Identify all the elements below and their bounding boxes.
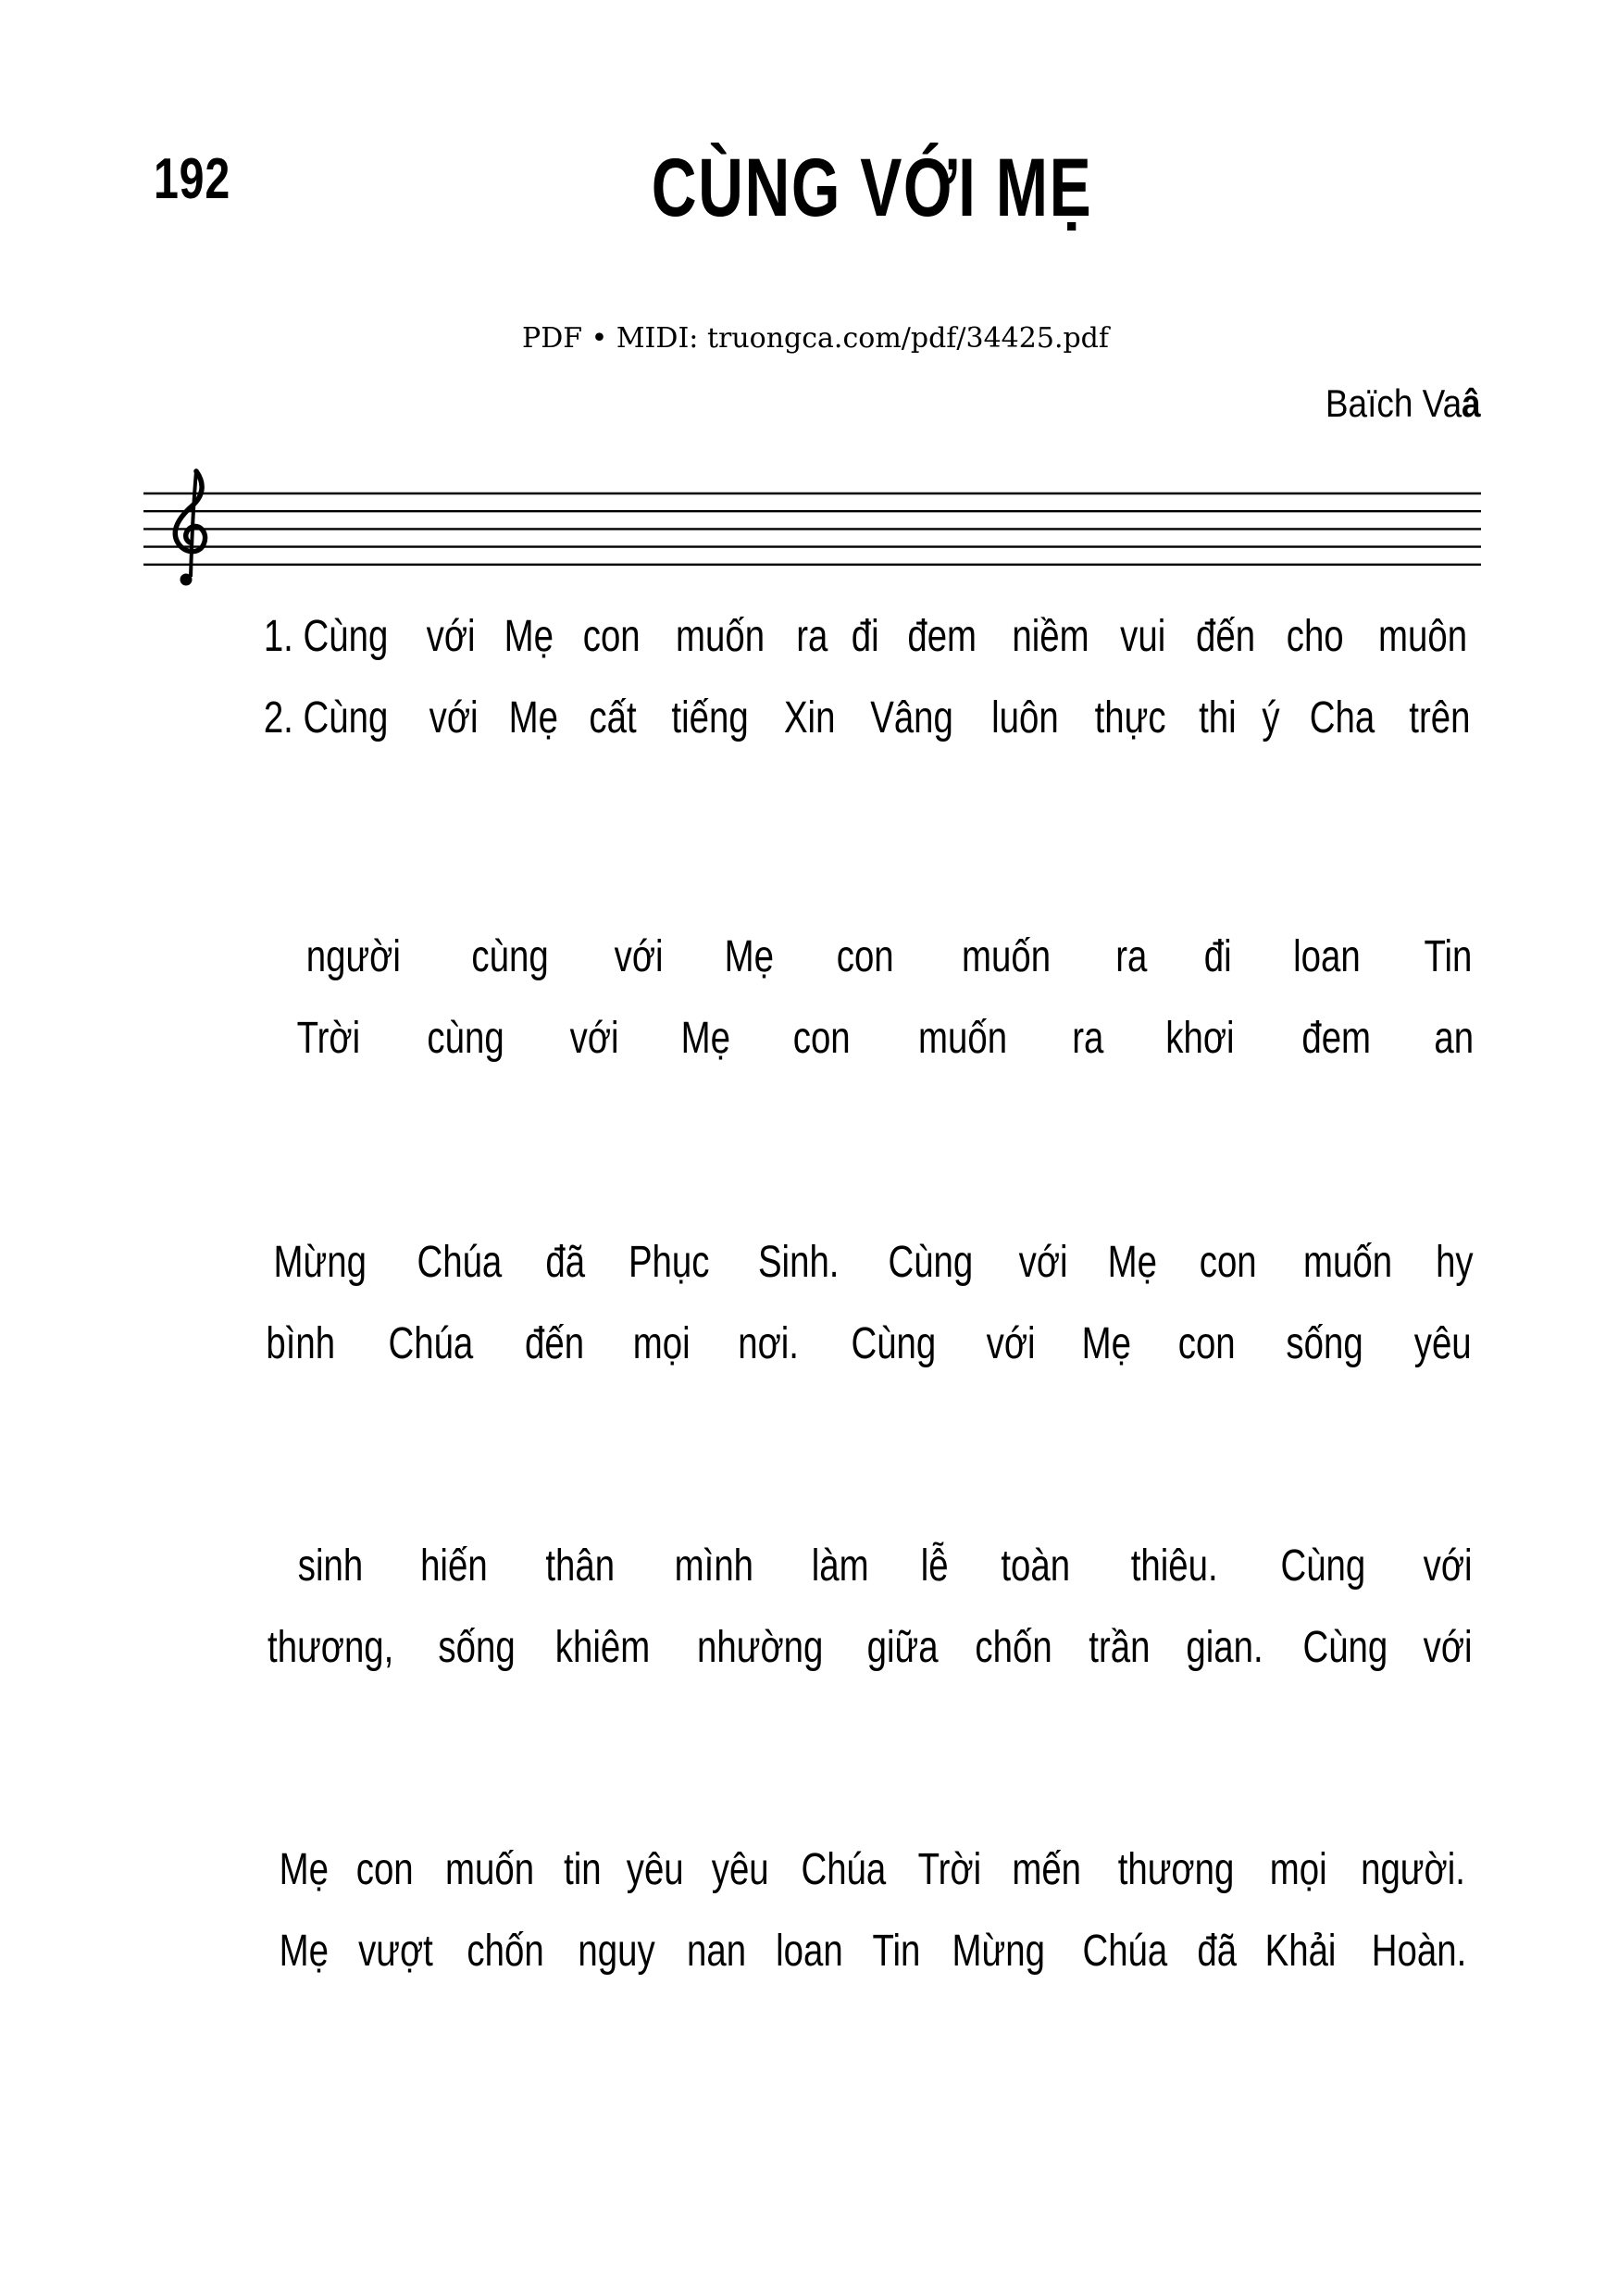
- lyric-word: gian.: [1186, 1623, 1263, 1672]
- lyric-word: Cha: [1309, 693, 1375, 742]
- page-title: CÙNG VỚI MẸ: [651, 141, 1093, 233]
- lyric-word: sinh: [297, 1541, 364, 1591]
- lyric-word: thân: [545, 1541, 616, 1591]
- staff-system-1: [143, 471, 1481, 586]
- lyric-word: Mẹ: [724, 932, 775, 981]
- lyric-word: an: [1433, 1014, 1474, 1063]
- lyric-word: hiến: [420, 1541, 489, 1591]
- lyric-word: con: [837, 932, 895, 981]
- lyric-word: Khải: [1264, 1927, 1337, 1976]
- lyric-word: ra: [795, 612, 828, 661]
- lyric-word: luôn: [991, 693, 1059, 742]
- lyric-word: cất: [589, 693, 638, 742]
- lyric-word: muốn: [918, 1014, 1008, 1063]
- lyric-word: yêu: [626, 1845, 684, 1894]
- lyric-word: hy: [1436, 1238, 1474, 1287]
- lyric-word: bình: [266, 1319, 336, 1368]
- lyric-word: cùng: [471, 932, 549, 981]
- lyric-word: thực: [1094, 693, 1166, 742]
- lyric-word: muốn: [962, 932, 1052, 981]
- lyric-word: yêu: [1413, 1319, 1472, 1368]
- lyric-word: Chúa: [417, 1238, 503, 1287]
- lyric-word: Mừng: [952, 1927, 1046, 1976]
- lyric-word: nhường: [696, 1623, 824, 1672]
- lyric-word: tin: [563, 1845, 602, 1894]
- lyric-word: thi: [1199, 693, 1237, 742]
- lyric-word: sống: [1286, 1319, 1363, 1368]
- lyric-word: cho: [1286, 612, 1344, 661]
- lyric-word: loan: [1292, 932, 1361, 981]
- lyric-word: con: [1199, 1238, 1257, 1287]
- lyric-word: 1. Cùng: [263, 612, 389, 661]
- lyric-word: Xin: [783, 693, 836, 742]
- lyric-word: với: [569, 1014, 619, 1063]
- lyric-word: yêu: [712, 1845, 770, 1894]
- author-name: Baïch Va: [1326, 381, 1462, 425]
- lyric-word: người.: [1361, 1845, 1465, 1894]
- lyrics-line-6: [257, 1316, 1478, 1372]
- lyric-word: nơi.: [738, 1319, 800, 1368]
- lyric-word: nguy: [578, 1927, 655, 1976]
- lyric-word: trần: [1089, 1623, 1151, 1672]
- lyric-word: khiêm: [555, 1623, 651, 1672]
- lyric-word: Chúa: [1082, 1927, 1167, 1976]
- lyric-word: Phục: [629, 1238, 710, 1287]
- lyric-word: Mẹ: [279, 1927, 330, 1976]
- lyric-word: tiếng: [671, 693, 749, 742]
- lyric-word: vui: [1120, 612, 1166, 661]
- clef-ball: [180, 574, 193, 586]
- lyric-word: với: [1423, 1623, 1473, 1672]
- lyric-word: muốn: [444, 1845, 534, 1894]
- lyric-word: muốn: [1302, 1238, 1392, 1287]
- page-number: 192: [154, 147, 231, 211]
- lyric-word: chốn: [467, 1927, 544, 1976]
- lyric-word: Chúa: [801, 1845, 886, 1894]
- lyric-word: Trời: [917, 1845, 982, 1894]
- lyric-word: với: [426, 612, 476, 661]
- lyric-word: sống: [438, 1623, 516, 1672]
- lyric-word: với: [429, 693, 479, 742]
- lyric-word: Cùng: [1280, 1541, 1366, 1591]
- lyric-word: lễ: [920, 1541, 949, 1591]
- lyric-word: con: [1177, 1319, 1236, 1368]
- lyric-word: Mẹ: [680, 1014, 730, 1063]
- lyric-word: Tin: [1424, 932, 1473, 981]
- lyric-word: đi: [851, 612, 879, 661]
- lyric-word: thiêu.: [1130, 1541, 1218, 1591]
- lyric-word: nan: [686, 1927, 746, 1976]
- lyric-word: ý: [1262, 693, 1280, 742]
- lyric-word: đến: [1195, 612, 1255, 661]
- lyric-word: trên: [1409, 693, 1471, 742]
- lyric-word: toàn: [1001, 1541, 1071, 1591]
- lyric-word: con: [355, 1845, 414, 1894]
- lyric-word: đã: [545, 1238, 586, 1287]
- lyric-word: với: [1018, 1238, 1068, 1287]
- lyric-word: Mừng: [273, 1238, 367, 1287]
- lyric-word: Cùng: [851, 1319, 937, 1368]
- lyric-word: đi: [1203, 932, 1232, 981]
- lyric-word: Tin: [872, 1927, 921, 1976]
- lyric-word: đã: [1197, 1927, 1238, 1976]
- lyric-word: mình: [674, 1541, 754, 1591]
- lyric-word: mến: [1012, 1845, 1081, 1894]
- lyric-word: Mẹ: [508, 693, 559, 742]
- lyric-word: muốn: [675, 612, 765, 661]
- lyric-word: mọi: [632, 1319, 691, 1368]
- lyric-word: đến: [525, 1319, 585, 1368]
- lyric-word: chốn: [975, 1623, 1053, 1672]
- author-name-suffix: â: [1462, 381, 1481, 425]
- lyric-word: Hoàn.: [1371, 1927, 1467, 1976]
- lyric-word: đem: [907, 612, 977, 661]
- lyrics-line-7: [290, 1539, 1478, 1594]
- lyrics-line-9: [273, 1842, 1478, 1898]
- lyrics-line-10: [273, 1924, 1478, 1979]
- lyric-word: Trời: [296, 1014, 361, 1063]
- lyric-word: đem: [1301, 1014, 1371, 1063]
- lyric-word: ra: [1115, 932, 1148, 981]
- lyric-word: ra: [1072, 1014, 1104, 1063]
- lyric-word: niềm: [1011, 612, 1089, 661]
- lyric-word: con: [792, 1014, 851, 1063]
- lyric-word: con: [583, 612, 641, 661]
- lyrics-line-2: [248, 691, 1478, 746]
- lyric-word: thương,: [268, 1623, 394, 1672]
- lyric-word: muôn: [1377, 612, 1467, 661]
- lyric-word: Mẹ: [1108, 1238, 1158, 1287]
- lyric-word: với: [986, 1319, 1036, 1368]
- lyric-word: người: [305, 932, 401, 981]
- lyric-word: vượt: [358, 1927, 434, 1976]
- lyric-word: Cùng: [888, 1238, 974, 1287]
- lyrics-line-1: [248, 609, 1478, 665]
- lyric-word: cùng: [427, 1014, 504, 1063]
- lyric-word: Mẹ: [1081, 1319, 1131, 1368]
- lyric-word: Mẹ: [279, 1845, 330, 1894]
- lyric-word: giữa: [866, 1623, 939, 1672]
- lyric-word: khơi: [1165, 1014, 1235, 1063]
- lyric-word: Cùng: [1302, 1623, 1388, 1672]
- lyric-word: Mẹ: [504, 612, 554, 661]
- lyrics-line-3: [294, 930, 1478, 985]
- lyric-word: với: [614, 932, 664, 981]
- lyrics-line-5: [262, 1235, 1478, 1291]
- lyric-word: Chúa: [388, 1319, 474, 1368]
- lyric-word: Vâng: [870, 693, 954, 742]
- pdf-midi-link: PDF • MIDI: truongca.com/pdf/34425.pdf: [522, 322, 1109, 355]
- lyric-word: làm: [811, 1541, 869, 1591]
- lyrics-line-8: [252, 1620, 1478, 1676]
- lyric-word: với: [1423, 1541, 1473, 1591]
- lyric-word: Sinh.: [758, 1238, 840, 1287]
- lyric-word: thương: [1117, 1845, 1235, 1894]
- lyric-word: 2. Cùng: [263, 693, 389, 742]
- lyric-word: loan: [776, 1927, 844, 1976]
- lyrics-line-4: [289, 1011, 1478, 1067]
- lyric-word: mọi: [1269, 1845, 1327, 1894]
